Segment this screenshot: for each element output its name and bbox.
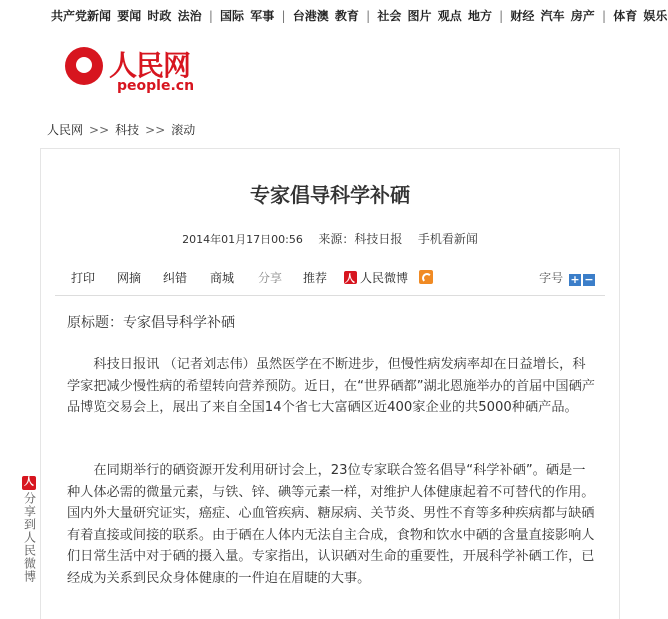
breadcrumb-tech[interactable]: 科技 <box>115 123 140 137</box>
nav-separator: | <box>499 9 504 23</box>
nav-education[interactable]: 教育 <box>334 9 359 23</box>
nav-sports[interactable]: 体育 <box>613 9 638 23</box>
nav-separator: | <box>281 9 286 23</box>
people-weibo-icon <box>344 271 357 284</box>
breadcrumb-separator: >> <box>145 123 166 137</box>
share-more-icon[interactable] <box>419 270 433 284</box>
breadcrumb <box>47 121 195 138</box>
mall-link[interactable]: 商城 <box>210 271 235 285</box>
people-logo[interactable] <box>65 44 205 94</box>
side-share-label: 分享到人民微博 <box>22 492 37 583</box>
article-title: 专家倡导科学补硒 <box>250 183 410 207</box>
logo-emblem-icon <box>65 47 103 85</box>
article-toolbar <box>55 261 605 296</box>
nav-military[interactable]: 军事 <box>250 9 275 23</box>
nav-separator: | <box>208 9 213 23</box>
font-size-label: 字号 <box>539 271 564 285</box>
nav-headlines[interactable]: 要闻 <box>117 9 142 23</box>
article-paragraph: 在同期举行的硒资源开发利用研讨会上，23位专家联合签名倡导“科学补硒”。硒是一种人体必需的微量元素，与铁、锌、碘等元素一样，对维护人体健康起着不可替代的作用。国内外大量研究证实，癌症、心血管疾病、糖尿病、关节炎、男性不育等多种疾病都与缺硒有着直接或间接的联系。由于硒在人体内无法自主合成，食物和饮水中硒的含量直接影响人们日常生活中对于硒的摄入量。专家指出，认识硒对生命的重要性，开展科学补硒工作，已经成为关系到民众身体健康的一件迫在眉睫的大事。 <box>67 463 595 586</box>
nav-realestate[interactable]: 房产 <box>570 9 595 23</box>
nav-finance[interactable]: 财经 <box>510 9 535 23</box>
weibo-share-button[interactable] <box>344 269 408 286</box>
recommend-button[interactable]: 推荐 <box>303 271 328 285</box>
nav-local[interactable]: 地方 <box>467 9 492 23</box>
font-size-control <box>539 269 595 286</box>
print-button[interactable]: 打印 <box>71 271 96 285</box>
side-share-weibo[interactable] <box>21 476 37 587</box>
article-paragraph: 科技日报讯 （记者刘志伟）虽然医学在不断进步，但慢性病发病率却在日益增长，科学家把减少慢性病的希望转向营养预防。近日，在“世界硒都”湖北恩施举办的首届中国硒产品博览交易会上，展出了来自全国14个省七大富硒区近400家企业的共5000种硒产品。 <box>67 357 595 415</box>
article-container <box>40 148 620 619</box>
breadcrumb-rolling[interactable]: 滚动 <box>171 123 196 137</box>
article-meta <box>41 230 619 247</box>
nav-entertainment[interactable]: 娱乐 <box>643 9 668 23</box>
nav-pictures[interactable]: 图片 <box>407 9 432 23</box>
font-increase-button[interactable]: + <box>570 273 580 286</box>
nav-communist-news[interactable]: 共产党新闻 <box>51 9 112 23</box>
logo-chinese-text: 人民网 <box>109 49 191 82</box>
share-label: 分享 <box>258 271 283 285</box>
nav-separator: | <box>366 9 371 23</box>
nav-taiwan-hk-macau[interactable]: 台港澳 <box>292 9 329 23</box>
top-navigation <box>50 7 668 24</box>
nav-law[interactable]: 法治 <box>177 9 202 23</box>
breadcrumb-home[interactable]: 人民网 <box>47 123 84 137</box>
mobile-news-link[interactable]: 手机看新闻 <box>417 232 478 246</box>
nav-politics[interactable]: 时政 <box>147 9 172 23</box>
original-title: 原标题：专家倡导科学补硒 <box>67 315 235 331</box>
article-date: 2014年01月17日00:56 <box>182 233 303 246</box>
font-decrease-button[interactable]: − <box>584 273 594 286</box>
breadcrumb-separator: >> <box>89 123 110 137</box>
nav-opinion[interactable]: 观点 <box>437 9 462 23</box>
people-weibo-icon <box>22 476 36 490</box>
weibo-label: 人民微博 <box>360 271 409 285</box>
nav-society[interactable]: 社会 <box>377 9 402 23</box>
nav-auto[interactable]: 汽车 <box>540 9 565 23</box>
logo-domain-text: people.cn <box>117 78 195 94</box>
nav-separator: | <box>601 9 607 23</box>
report-error-button[interactable]: 纠错 <box>163 271 188 285</box>
nav-international[interactable]: 国际 <box>220 9 245 23</box>
bookmark-button[interactable]: 网摘 <box>117 271 142 285</box>
article-source: 来源：科技日报 <box>318 232 403 246</box>
